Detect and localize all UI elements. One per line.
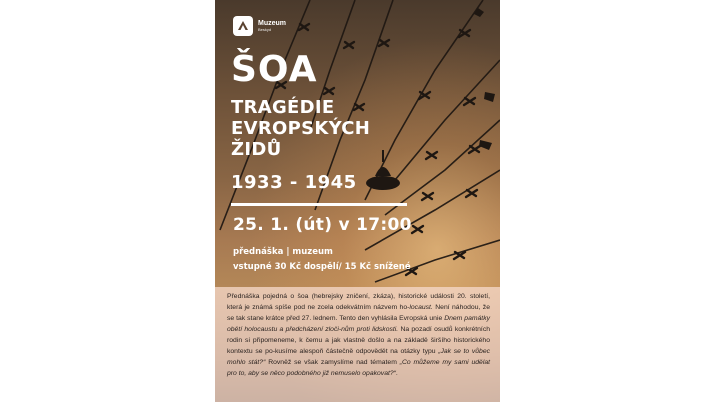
event-poster [215,0,500,402]
museum-logo-name: Muzeum [258,20,286,27]
subtitle-line-2: EVROPSKÝCH [231,118,371,139]
museum-logo-icon [233,16,253,36]
subtitle-line-1: TRAGÉDIE [231,97,335,118]
event-date: 25. 1. (út) v 17:00 [233,215,412,235]
divider-line [231,203,407,206]
museum-logo-subtitle: Beskyd [258,27,272,32]
poster-title: ŠOA [231,49,318,90]
poster-subtitle [231,97,370,160]
event-description: Přednáška pojedná o šoa (hebrejsky zničení, zkáza), historické události 20. století, která je známá spíše pod ne zcela odekvátním názvem ho-locaust. Není náhodou, že se tak stane krátce před 27. lednem. Tento den vyhlásila Evropská unie Dnem památky obětí holocaustu a předcházení zloči-nům proti lidskosti. Na pozadí osudů konkrétních rodin si připomeneme, k čemu a jak vlastně došlo a na základě širšího historického kontextu se po-kusíme alespoň částečně odpovědět na otázky typu „Jak se to vůbec mohlo stát?“ Rovněž se však zamyslíme nad tématem „Co můžeme my sami udělat pro to, aby se něco podobného již nemuselo opakovat?“. [227,293,491,377]
museum-logo[interactable] [233,16,286,36]
event-type: přednáška | muzeum [233,247,333,257]
event-price: vstupné 30 Kč dospělí/ 15 Kč snížené [233,262,411,272]
poster-years: 1933 - 1945 [231,172,357,193]
subtitle-line-3: ŽIDŮ [231,139,282,160]
